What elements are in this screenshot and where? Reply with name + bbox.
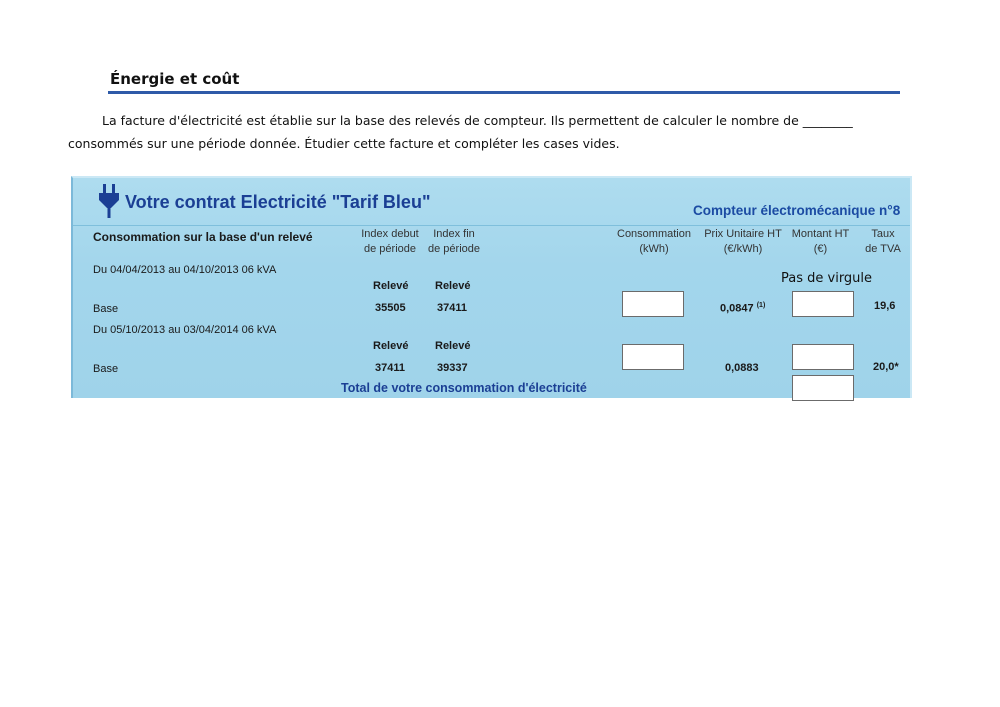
period-2-reading-end-label: Relevé	[435, 340, 471, 352]
instruction-line-2: consommés sur une période donnée. Étudier cette facture et compléter les cases vides.	[68, 136, 620, 151]
period-1-amount-input[interactable]	[792, 291, 854, 317]
column-vat: Taux de TVA	[865, 228, 901, 255]
no-comma-note: Pas de virgule	[781, 271, 873, 286]
period-1-consumption-input[interactable]	[622, 291, 684, 317]
period-2-dates: Du 05/10/2013 au 03/04/2014 06 kVA	[93, 324, 277, 336]
period-1-dates: Du 04/04/2013 au 04/10/2013 06 kVA	[93, 264, 277, 276]
basis-label: Consommation sur la base d'un relevé	[93, 230, 313, 244]
section-title: Énergie et coût	[110, 70, 240, 88]
column-unit-price: Prix Unitaire HT (€/kWh)	[704, 228, 782, 255]
period-1-reading-end-label: Relevé	[435, 280, 471, 292]
period-1-reading-start-label: Relevé	[373, 280, 409, 292]
period-1-unit-price: 0,0847 $^{(1)}$	[720, 302, 766, 315]
total-amount-input[interactable]	[792, 375, 854, 401]
column-index-start: Index debut de période	[361, 228, 419, 255]
period-2-reading-start-label: Relevé	[373, 340, 409, 352]
meter-title: Compteur électromécanique n°8	[693, 203, 901, 218]
total-consumption-label: Total de votre consommation d'électricité	[341, 381, 587, 395]
column-consumption: Consommation (kWh)	[617, 228, 691, 255]
column-index-end: Index fin de période	[428, 228, 480, 255]
period-1-index-end: 37411	[437, 302, 467, 314]
period-2-index-start: 37411	[375, 362, 405, 374]
period-2-consumption-input[interactable]	[622, 344, 684, 370]
period-1-index-start: 35505	[375, 302, 406, 314]
contract-title: Votre contrat Electricité "Tarif Bleu"	[125, 192, 431, 212]
plug-icon	[97, 184, 121, 218]
period-2-row-label: Base	[93, 363, 119, 375]
instruction-line-1: La facture d'électricité est établie sur la base des relevés de compteur. Ils permettent de calculer le nombre de ________	[102, 113, 853, 128]
invoice-excerpt	[71, 176, 912, 398]
header-divider	[73, 225, 910, 226]
period-1-row-label: Base	[93, 303, 119, 315]
period-1-vat: 19,6	[874, 300, 896, 312]
period-2-amount-input[interactable]	[792, 344, 854, 370]
period-2-index-end: 39337	[437, 362, 468, 374]
period-2-vat: 20,0*	[873, 361, 899, 373]
column-amount: Montant HT (€)	[791, 228, 850, 255]
period-2-unit-price: 0,0883	[725, 362, 759, 374]
title-underline	[108, 91, 900, 94]
